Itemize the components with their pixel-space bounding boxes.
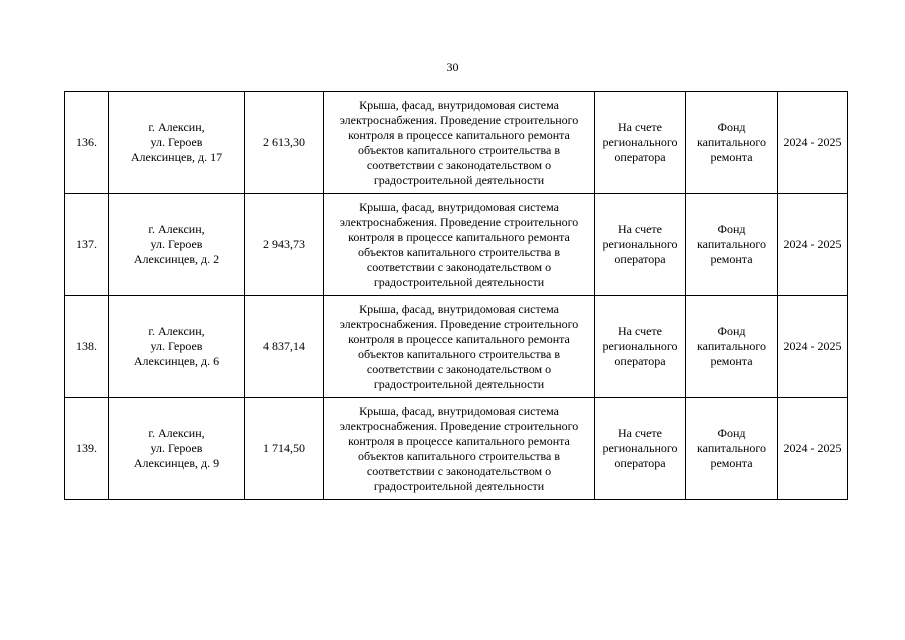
- address-cell-line: ул. Героев: [150, 135, 203, 149]
- works-cell-line: градостроительной деятельности: [373, 478, 545, 493]
- period-cell: 2024 - 2025: [778, 296, 848, 398]
- works-cell-line: соответствии с законодательством о: [366, 463, 552, 478]
- account-cell: [595, 296, 686, 398]
- fund-cell: [686, 194, 778, 296]
- address-cell-line: г. Алексин,: [148, 426, 205, 440]
- address-cell-line: г. Алексин,: [148, 324, 205, 338]
- works-cell-line: электроснабжения. Проведение строительного: [339, 418, 579, 433]
- works-cell: [324, 194, 595, 296]
- account-cell-line: оператора: [614, 150, 666, 164]
- table-row: [65, 398, 848, 500]
- works-cell-line: Крыша, фасад, внутридомовая система: [359, 301, 559, 316]
- fund-cell: [686, 296, 778, 398]
- works-cell-line: соответствии с законодательством о: [366, 259, 552, 274]
- address-cell: [109, 194, 245, 296]
- works-cell-line: Крыша, фасад, внутридомовая система: [359, 97, 559, 112]
- table-row: [65, 194, 848, 296]
- account-cell-line: На счете: [617, 426, 662, 440]
- works-cell-line: градостроительной деятельности: [373, 376, 545, 391]
- address-cell-line: г. Алексин,: [148, 120, 205, 134]
- period-cell: 2024 - 2025: [778, 92, 848, 194]
- cost-cell: 2 613,30: [245, 92, 324, 194]
- address-cell-line: г. Алексин,: [148, 222, 205, 236]
- works-cell-line: Крыша, фасад, внутридомовая система: [359, 403, 559, 418]
- works-cell-line: электроснабжения. Проведение строительного: [339, 316, 579, 331]
- account-cell: [595, 194, 686, 296]
- row-number-cell: 136.: [65, 92, 109, 194]
- cost-cell: 1 714,50: [245, 398, 324, 500]
- cost-cell: 4 837,14: [245, 296, 324, 398]
- fund-cell-line: Фонд: [717, 120, 746, 134]
- account-cell-line: оператора: [614, 456, 666, 470]
- fund-cell-line: Фонд: [717, 426, 746, 440]
- works-cell-line: контроля в процессе капитального ремонта: [348, 127, 570, 142]
- account-cell: [595, 92, 686, 194]
- row-number-cell: 139.: [65, 398, 109, 500]
- works-cell-line: контроля в процессе капитального ремонта: [348, 433, 570, 448]
- account-cell-line: регионального: [602, 237, 678, 251]
- row-number-cell: 137.: [65, 194, 109, 296]
- fund-cell-line: ремонта: [710, 252, 753, 266]
- account-cell-line: оператора: [614, 252, 666, 266]
- works-cell: [324, 398, 595, 500]
- address-cell-line: Алексинцев, д. 6: [133, 354, 220, 368]
- account-cell-line: На счете: [617, 222, 662, 236]
- row-number-cell: 138.: [65, 296, 109, 398]
- works-cell: [324, 92, 595, 194]
- fund-cell-line: капитального: [697, 441, 766, 455]
- fund-cell-line: капитального: [697, 237, 766, 251]
- account-cell: [595, 398, 686, 500]
- address-cell-line: ул. Героев: [150, 441, 203, 455]
- address-cell-line: Алексинцев, д. 17: [130, 150, 223, 164]
- period-cell: 2024 - 2025: [778, 398, 848, 500]
- table-body: [65, 92, 848, 500]
- account-cell-line: регионального: [602, 441, 678, 455]
- works-cell-line: градостроительной деятельности: [373, 172, 545, 187]
- fund-cell-line: ремонта: [710, 150, 753, 164]
- works-cell-line: соответствии с законодательством о: [366, 361, 552, 376]
- address-cell-line: ул. Героев: [150, 237, 203, 251]
- repair-table: [64, 91, 848, 500]
- works-cell-line: объектов капитального строительства в: [358, 448, 560, 463]
- fund-cell-line: Фонд: [717, 222, 746, 236]
- fund-cell-line: Фонд: [717, 324, 746, 338]
- account-cell-line: На счете: [617, 324, 662, 338]
- fund-cell: [686, 92, 778, 194]
- works-cell-line: градостроительной деятельности: [373, 274, 545, 289]
- works-cell-line: соответствии с законодательством о: [366, 157, 552, 172]
- account-cell-line: На счете: [617, 120, 662, 134]
- address-cell: [109, 92, 245, 194]
- address-cell-line: ул. Героев: [150, 339, 203, 353]
- table-row: [65, 92, 848, 194]
- cost-cell: 2 943,73: [245, 194, 324, 296]
- works-cell: [324, 296, 595, 398]
- works-cell-line: контроля в процессе капитального ремонта: [348, 331, 570, 346]
- works-cell-line: контроля в процессе капитального ремонта: [348, 229, 570, 244]
- table-row: [65, 296, 848, 398]
- fund-cell-line: ремонта: [710, 456, 753, 470]
- address-cell-line: Алексинцев, д. 9: [133, 456, 220, 470]
- page-number: 30: [446, 60, 459, 74]
- fund-cell-line: капитального: [697, 135, 766, 149]
- works-cell-line: электроснабжения. Проведение строительного: [339, 214, 579, 229]
- period-cell: 2024 - 2025: [778, 194, 848, 296]
- address-cell-line: Алексинцев, д. 2: [133, 252, 220, 266]
- fund-cell-line: ремонта: [710, 354, 753, 368]
- fund-cell: [686, 398, 778, 500]
- works-cell-line: электроснабжения. Проведение строительного: [339, 112, 579, 127]
- fund-cell-line: капитального: [697, 339, 766, 353]
- address-cell: [109, 296, 245, 398]
- works-cell-line: объектов капитального строительства в: [358, 244, 560, 259]
- account-cell-line: регионального: [602, 135, 678, 149]
- account-cell-line: регионального: [602, 339, 678, 353]
- works-cell-line: объектов капитального строительства в: [358, 346, 560, 361]
- works-cell-line: Крыша, фасад, внутридомовая система: [359, 199, 559, 214]
- works-cell-line: объектов капитального строительства в: [358, 142, 560, 157]
- address-cell: [109, 398, 245, 500]
- account-cell-line: оператора: [614, 354, 666, 368]
